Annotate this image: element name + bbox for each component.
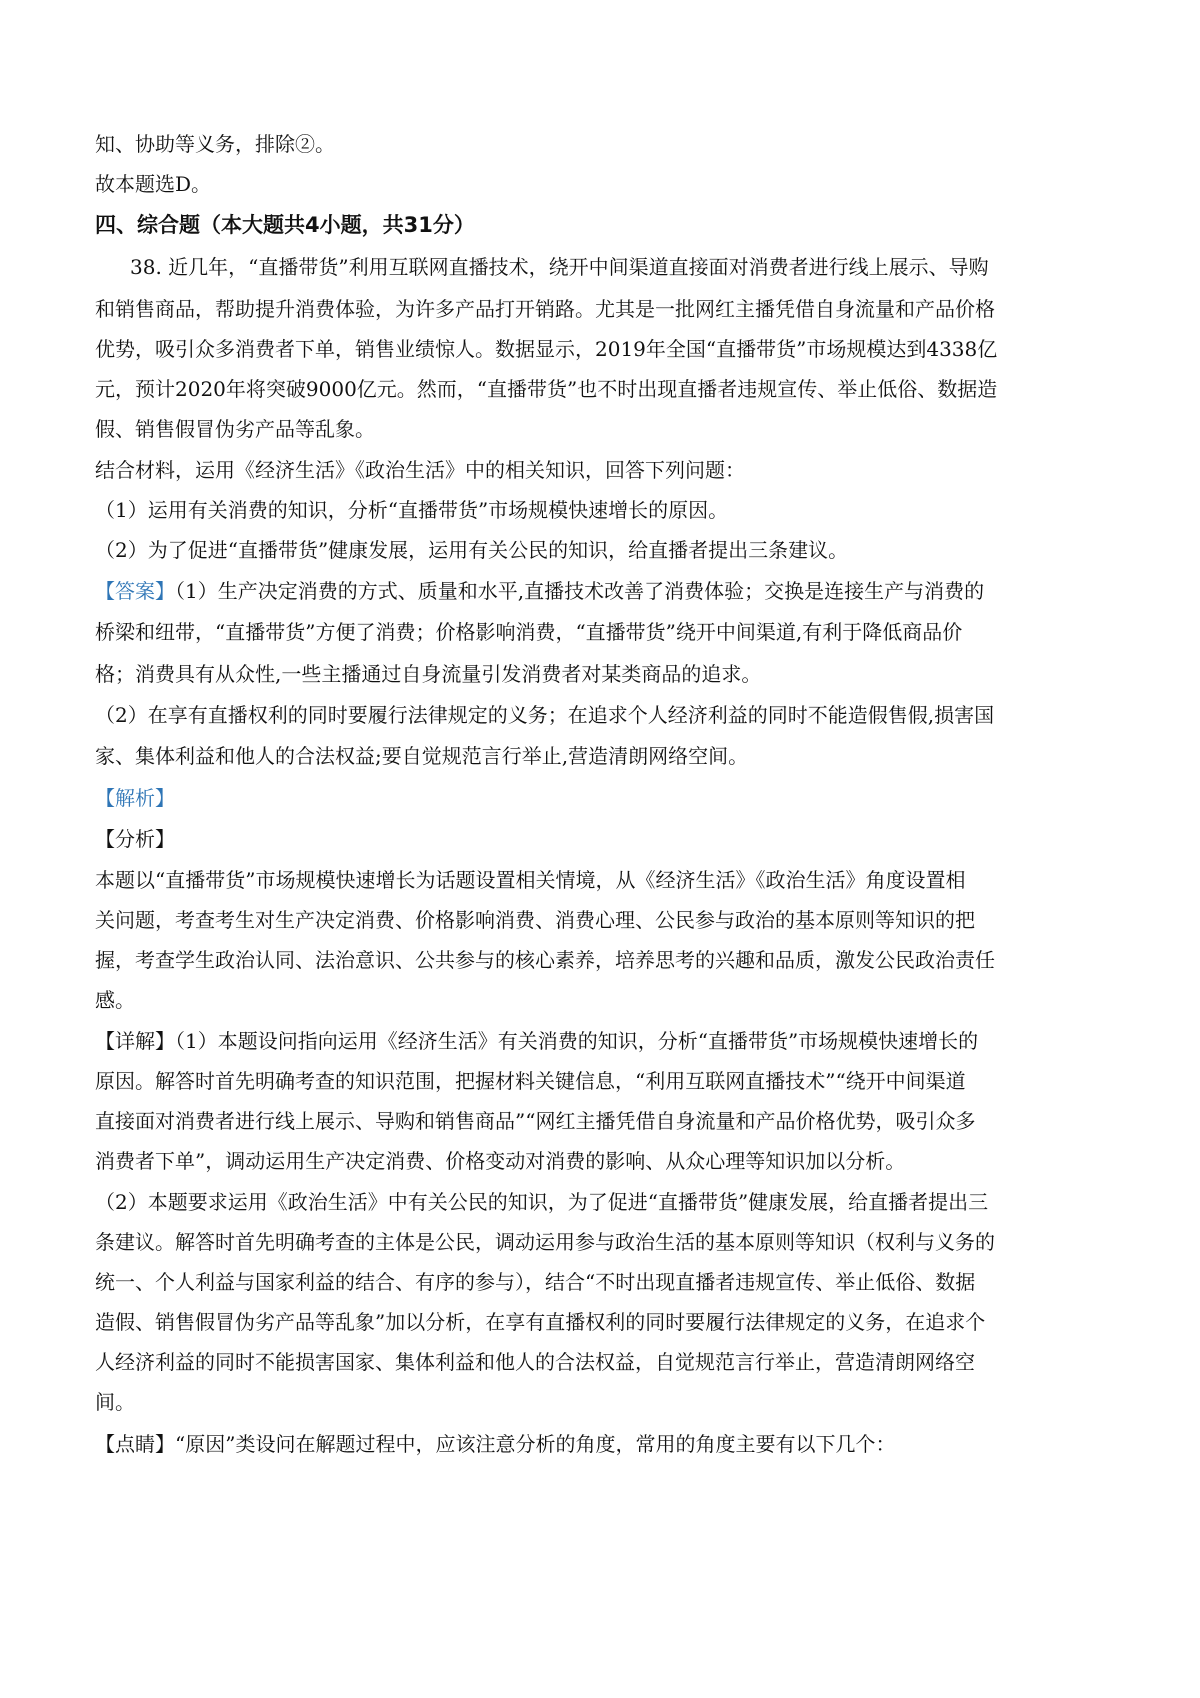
text-line: 知、协助等义务，排除②。 [95, 132, 335, 156]
detail-line: 条建议。解答时首先明确考查的主体是公民，调动运用参与政治生活的基本原则等知识（权利与义务的 [95, 1230, 995, 1254]
detail-line: 统一、个人利益与国家利益的结合、有序的参与），结合“不时出现直播者违规宣传、举止低俗、数据 [95, 1270, 976, 1294]
answer-line: 家、集体利益和他人的合法权益;要自觉规范言行举止,营造清朗网络空间。 [95, 744, 749, 768]
dianjing-line [95, 1430, 895, 1458]
detail-line: 人经济利益的同时不能损害国家、集体利益和他人的合法权益，自觉规范言行举止，营造清朗网络空 [95, 1350, 975, 1374]
fenxi-line: 本题以“直播带货”市场规模快速增长为话题设置相关情境，从《经济生活》《政治生活》角度设置相 [95, 868, 966, 892]
dianjing-text: “原因”类设问在解题过程中，应该注意分析的角度，常用的角度主要有以下几个： [175, 1432, 896, 1456]
subquestion-1: （1）运用有关消费的知识，分析“直播带货”市场规模快速增长的原因。 [95, 498, 729, 522]
answer-text: （1）生产决定消费的方式、质量和水平,直播技术改善了消费体验；交换是连接生产与消费的 [175, 579, 985, 603]
section-heading: 四、综合题（本大题共4小题，共31分） [95, 213, 475, 237]
detail-line: 原因。解答时首先明确考查的知识范围，把握材料关键信息，“利用互联网直播技术”“绕开中间渠道 [95, 1069, 966, 1093]
answer-tag: 【答案】 [95, 579, 175, 603]
fenxi-line: 握，考查学生政治认同、法治意识、公共参与的核心素养，培养思考的兴趣和品质，激发公民政治责任 [95, 948, 995, 972]
prompt-line: 结合材料，运用《经济生活》《政治生活》中的相关知识，回答下列问题： [95, 458, 745, 482]
detail-line: （2）本题要求运用《政治生活》中有关公民的知识，为了促进“直播带货”健康发展，给直播者提出三 [95, 1190, 989, 1214]
question-line: 38. 近几年，“直播带货”利用互联网直播技术，绕开中间渠道直接面对消费者进行线上展示、导购 [130, 255, 989, 279]
answer-line [95, 577, 984, 605]
fenxi-tag: 【分析】 [95, 827, 175, 851]
subquestion-2: （2）为了促进“直播带货”健康发展，运用有关公民的知识，给直播者提出三条建议。 [95, 538, 849, 562]
detail-line [95, 1027, 978, 1055]
detail-line: 消费者下单”，调动运用生产决定消费、价格变动对消费的影响、从众心理等知识加以分析。 [95, 1149, 906, 1173]
answer-line: （2）在享有直播权利的同时要履行法律规定的义务；在追求个人经济利益的同时不能造假售假,损害国 [95, 703, 995, 727]
detail-line: 直接面对消费者进行线上展示、导购和销售商品”“网红主播凭借自身流量和产品价格优势，吸引众多 [95, 1109, 976, 1133]
detail-line: 造假、销售假冒伪劣产品等乱象”加以分析，在享有直播权利的同时要履行法律规定的义务，在追求个 [95, 1310, 986, 1334]
dianjing-tag: 【点睛】 [95, 1432, 175, 1456]
question-line: 假、销售假冒伪劣产品等乱象。 [95, 417, 375, 441]
text-line: 故本题选D。 [95, 172, 212, 196]
detail-line: 间。 [95, 1390, 135, 1414]
question-line: 和销售商品，帮助提升消费体验，为许多产品打开销路。尤其是一批网红主播凭借自身流量和产品价格 [95, 297, 995, 321]
analysis-tag: 【解析】 [95, 786, 175, 810]
detail-tag: 【详解】 [95, 1029, 175, 1053]
question-line: 元，预计2020年将突破9000亿元。然而，“直播带货”也不时出现直播者违规宣传、举止低俗、数据造 [95, 377, 998, 401]
answer-line: 桥梁和纽带，“直播带货”方便了消费；价格影响消费，“直播带货”绕开中间渠道,有利于降低商品价 [95, 620, 963, 644]
detail-text: （1）本题设问指向运用《经济生活》有关消费的知识，分析“直播带货”市场规模快速增长的 [175, 1029, 979, 1053]
fenxi-line: 感。 [95, 988, 135, 1012]
fenxi-line: 关问题，考查考生对生产决定消费、价格影响消费、消费心理、公民参与政治的基本原则等知识的把 [95, 908, 975, 932]
question-line: 优势，吸引众多消费者下单，销售业绩惊人。数据显示，2019年全国“直播带货”市场规模达到4338亿 [95, 337, 998, 361]
answer-line: 格；消费具有从众性,一些主播通过自身流量引发消费者对某类商品的追求。 [95, 662, 762, 686]
